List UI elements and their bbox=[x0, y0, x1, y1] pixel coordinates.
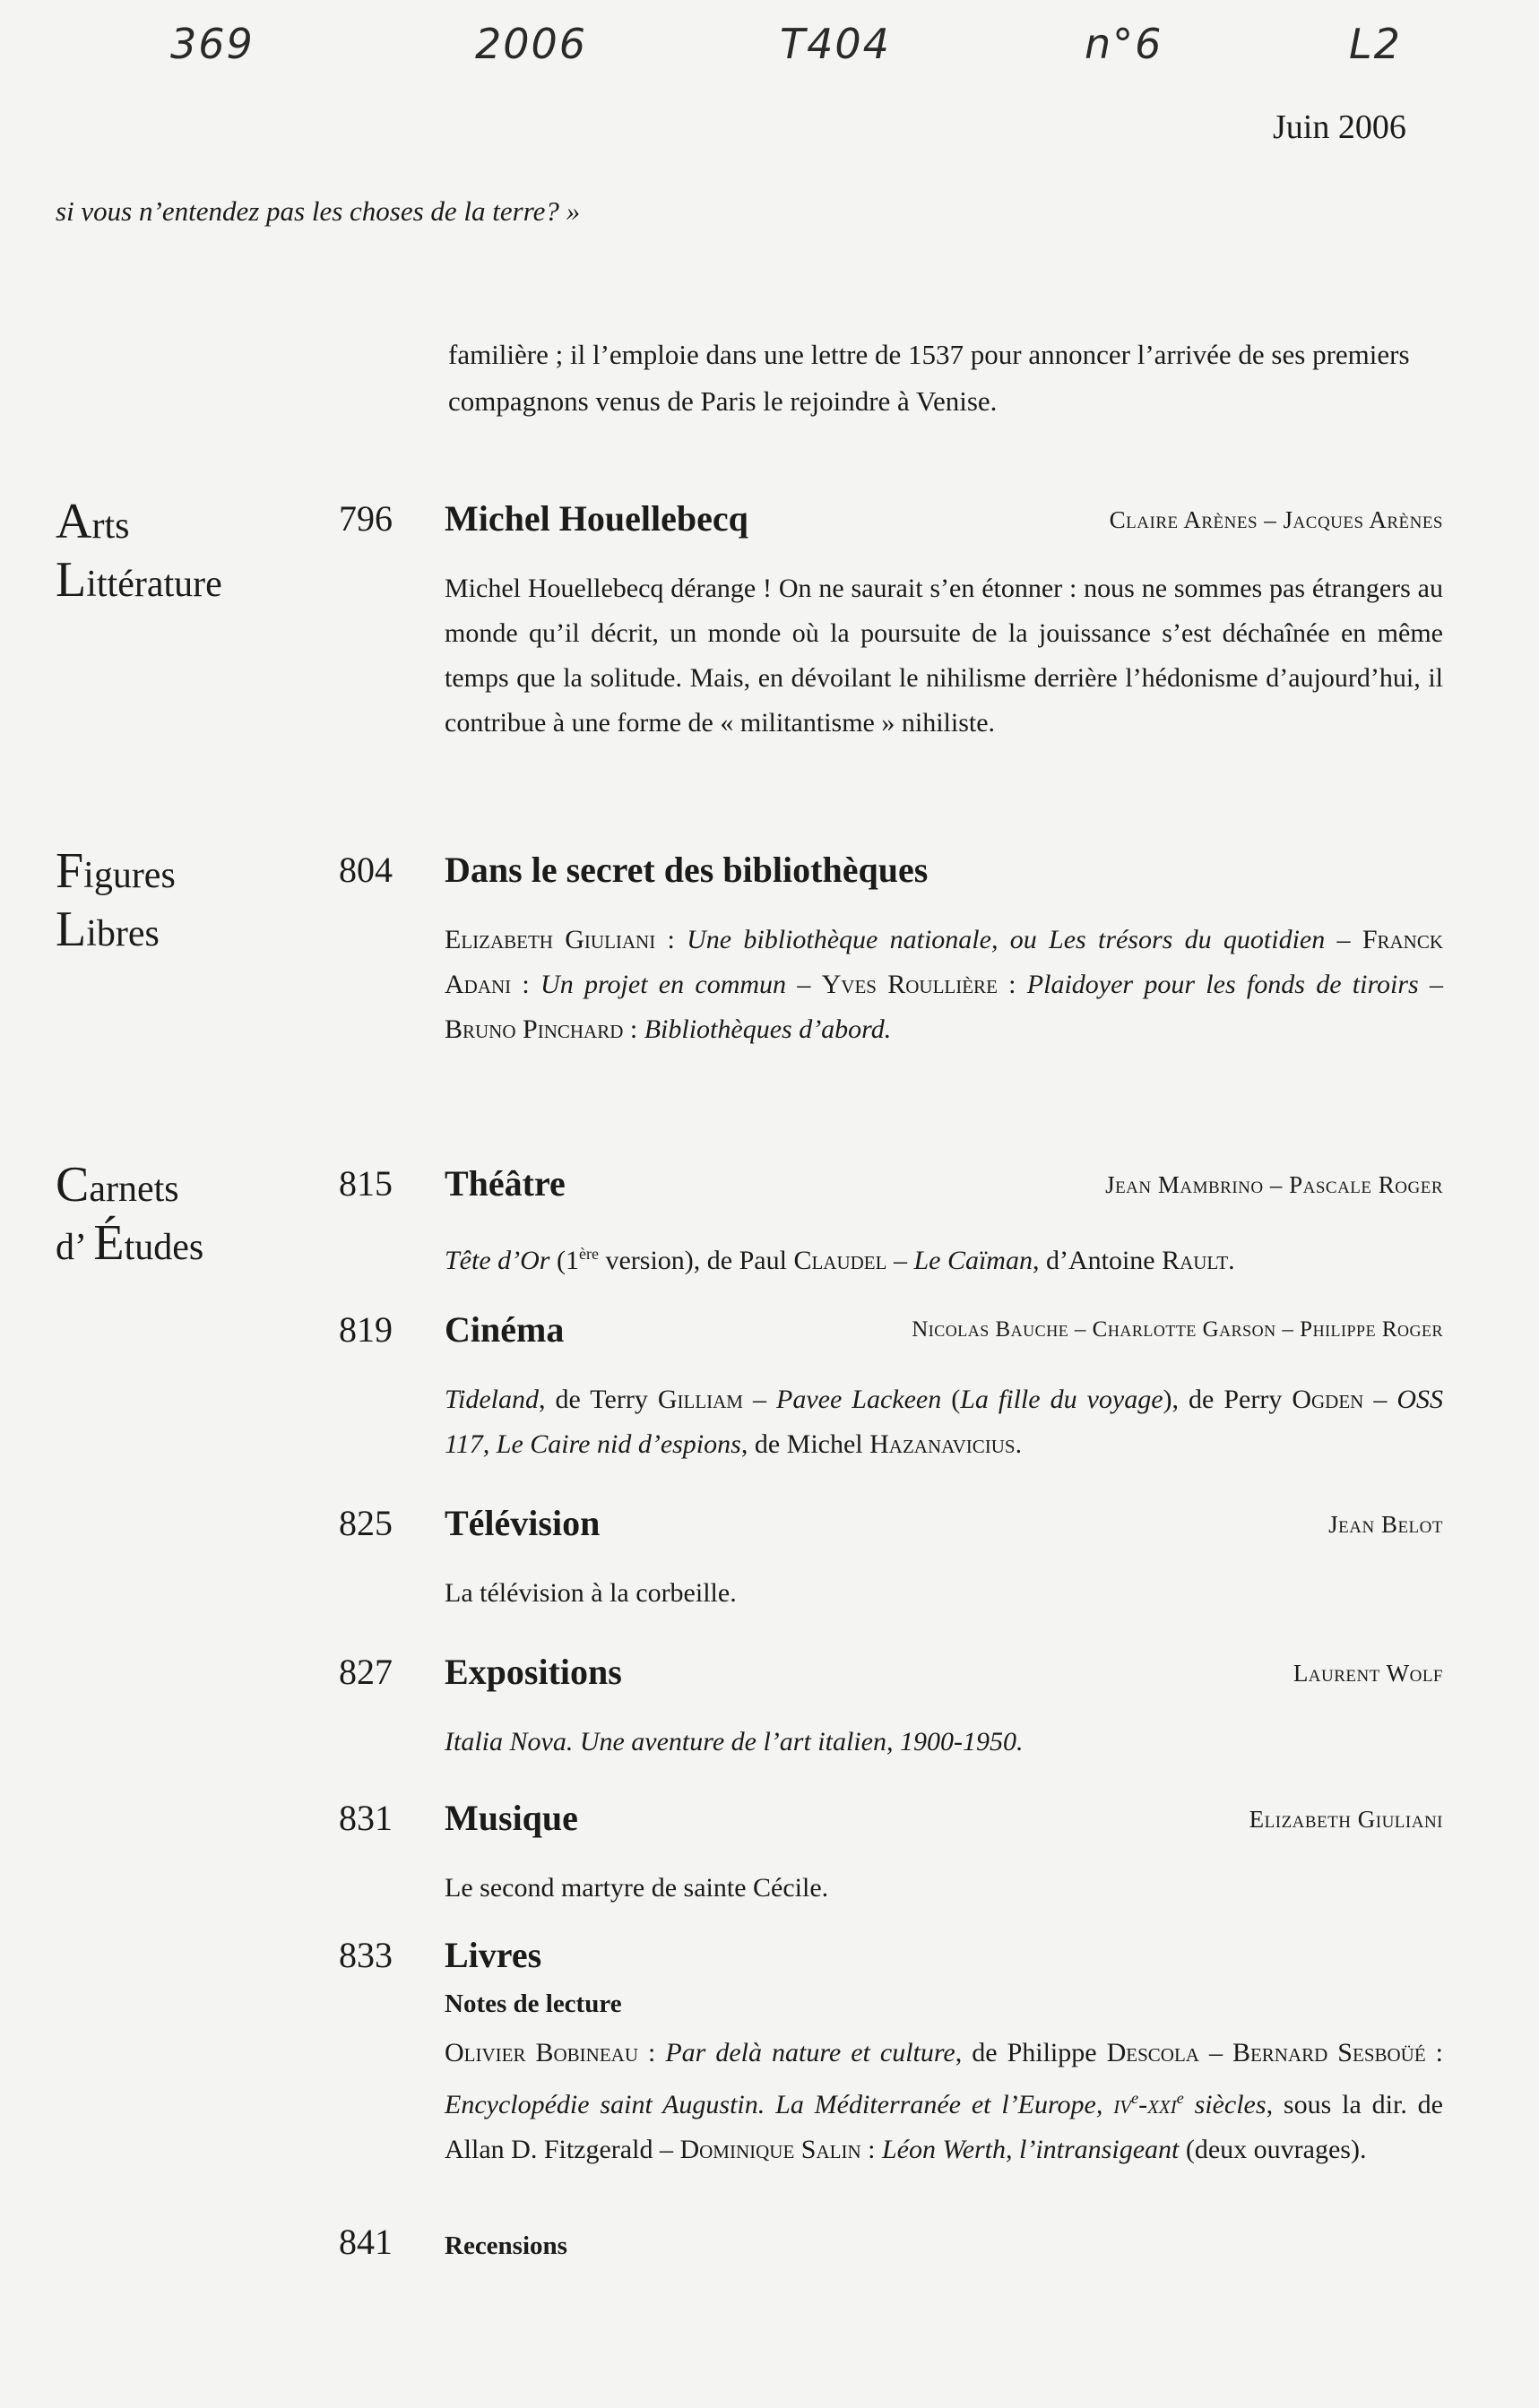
article-summary: La télévision à la corbeille. bbox=[445, 1578, 737, 1608]
contribution-title: Plaidoyer pour les fonds de tiroirs bbox=[1026, 970, 1419, 999]
work-title: Tideland bbox=[445, 1385, 540, 1414]
contribution-title: Bibliothèques d’abord. bbox=[644, 1014, 892, 1044]
contributor: Bruno Pinchard bbox=[445, 1014, 624, 1044]
text-fragment: (1 bbox=[549, 1246, 579, 1275]
article-summary: Tideland, de Terry Gilliam – Pavee Lackeen (La fille du voyage), de Perry Ogden – OSS 117, Le Caire nid d’espions, de Michel Hazanavicius. bbox=[445, 1385, 1444, 1459]
section-initial: L bbox=[56, 902, 87, 957]
contribution-title: Par delà nature et culture bbox=[665, 2038, 955, 2067]
page-number: 796 bbox=[339, 498, 393, 539]
handwritten-note: T404 bbox=[780, 20, 891, 68]
article-title: Théâtre bbox=[445, 1163, 566, 1204]
contributor: Elizabeth Giuliani bbox=[445, 925, 656, 954]
page-number: 819 bbox=[339, 1309, 393, 1350]
handwritten-note: 2006 bbox=[475, 20, 588, 68]
article-summary: Le second martyre de sainte Cécile. bbox=[445, 1873, 829, 1903]
article-title: Livres bbox=[445, 1935, 542, 1975]
section-word: arnets bbox=[89, 1169, 179, 1210]
page-number: 841 bbox=[339, 2222, 393, 2262]
section-initial: A bbox=[56, 494, 92, 549]
text-fragment: siècles bbox=[1183, 2090, 1267, 2119]
work-title: Pavee Lackeen bbox=[776, 1385, 942, 1414]
article-author: Jean Mambrino – Pascale Roger bbox=[1105, 1171, 1443, 1198]
contribution-title: Une bibliothèque nationale, ou Les trésors du quotidien bbox=[687, 925, 1326, 954]
article-summary: Olivier Bobineau : Par delà nature et culture, de Philippe Descola – Bernard Sesboüé : Encyclopédie saint Augustin. La Méditerranée et l’Europe, $iv^e-xxi^e$ siècles, sous la dir. de Allan D. Fitzgerald – Dominique Salin : Léon Werth, l’intransigeant (deux ouvrages). bbox=[445, 2038, 1444, 2164]
work-author: Ogden bbox=[1292, 1385, 1364, 1414]
section-word: d’ bbox=[56, 1227, 94, 1268]
article-author: Laurent Wolf bbox=[1293, 1660, 1443, 1687]
section-word: ittérature bbox=[86, 564, 222, 605]
century: xxi bbox=[1147, 2090, 1177, 2119]
section-word: ibres bbox=[86, 913, 160, 954]
handwritten-annotations bbox=[0, 20, 1539, 73]
article-title: Michel Houellebecq bbox=[445, 498, 748, 539]
text-fragment: - bbox=[1138, 2090, 1148, 2119]
text-fragment: version), de Paul bbox=[598, 1246, 794, 1275]
section-initial: F bbox=[56, 843, 84, 899]
article-title: Dans le secret des bibliothèques bbox=[445, 850, 929, 890]
article-summary: Italia Nova. Une aventure de l’art italien, 1900-1950. bbox=[445, 1727, 1024, 1756]
issue-date: Juin 2006 bbox=[1273, 108, 1406, 146]
section-initial: C bbox=[56, 1157, 90, 1213]
work-title: OSS 117, Le Caire nid d’espions bbox=[445, 1385, 1444, 1459]
contribution-title: Encyclopédie saint Augustin. La Méditerranée et l’Europe, bbox=[445, 2090, 1114, 2119]
section-initial: L bbox=[56, 552, 87, 608]
work-title: Le Caïman bbox=[913, 1246, 1033, 1275]
work-subtitle: La fille du voyage bbox=[960, 1385, 1163, 1414]
contributor: Olivier Bobineau bbox=[445, 2038, 638, 2067]
contribution-title: Un projet en commun bbox=[540, 970, 787, 999]
contribution-title: Léon Werth, l’intransigeant bbox=[881, 2135, 1180, 2164]
text-fragment: , de Perry bbox=[1172, 1385, 1293, 1414]
article-summary: Elizabeth Giuliani : Une bibliothèque nationale, ou Les trésors du quotidien – Franck Adani : Un projet en commun – Yves Roullière : Plaidoyer pour les fonds de tiroirs – Bruno Pinchard : Bibliothèques d’abord. bbox=[445, 925, 1444, 1044]
handwritten-note: L2 bbox=[1349, 20, 1402, 68]
contributor: Dominique Salin bbox=[679, 2135, 861, 2164]
epigraph-quote: si vous n’entendez pas les choses de la terre? » bbox=[56, 195, 581, 227]
page-number: 804 bbox=[339, 850, 393, 890]
text-fragment: , de Terry bbox=[539, 1385, 658, 1414]
page-number: 825 bbox=[339, 1503, 393, 1543]
text-fragment: , de Michel bbox=[740, 1429, 870, 1459]
work-title: Tête d’Or bbox=[445, 1246, 550, 1275]
article-author: Elizabeth Giuliani bbox=[1249, 1806, 1443, 1833]
contributor: Franck Adani bbox=[445, 925, 1444, 999]
section-word: tudes bbox=[124, 1227, 204, 1268]
article-subtitle: Notes de lecture bbox=[445, 1989, 622, 2018]
article-summary: Michel Houellebecq dérange ! On ne saurait s’en étonner : nous ne sommes pas étrangers au monde qu’il décrit, un monde où la poursuite de la jouissance s’est déchaînée en même temps que la solitude. Mais, en dévoilant le nihilisme derrière l’hédonisme d’aujourd’hui, il contribue à une forme de « militantisme » nihiliste. bbox=[445, 574, 1443, 738]
page-number: 831 bbox=[339, 1798, 393, 1838]
article-title: Recensions bbox=[445, 2231, 567, 2260]
handwritten-note: n°6 bbox=[1085, 20, 1163, 68]
intro-paragraph: familière ; il l’emploie dans une lettre de 1537 pour annoncer l’arrivée de ses premiers compagnons venus de Paris le rejoindre à Venise. bbox=[448, 339, 1410, 417]
work-author: Rault. bbox=[1162, 1246, 1235, 1275]
page-number: 827 bbox=[339, 1652, 393, 1692]
section-carnets-etudes bbox=[56, 1152, 203, 1281]
article-summary bbox=[445, 1231, 1443, 1283]
article-title: Expositions bbox=[445, 1652, 622, 1692]
handwritten-note: 369 bbox=[170, 20, 255, 68]
page-number: 833 bbox=[339, 1935, 393, 1975]
contributor: Bernard Sesboüé bbox=[1232, 2038, 1426, 2067]
work-author: Claudel bbox=[793, 1246, 887, 1275]
superscript: e bbox=[1176, 2089, 1184, 2107]
text-fragment: , d’Antoine bbox=[1032, 1246, 1163, 1275]
section-word: igures bbox=[83, 855, 176, 896]
section-figures-libres bbox=[56, 838, 176, 967]
text-fragment: – bbox=[886, 1246, 914, 1275]
contributor: Yves Roullière bbox=[821, 970, 998, 999]
superscript: ère bbox=[578, 1245, 599, 1263]
work-author: Gilliam bbox=[657, 1385, 743, 1414]
article-author: Jean Belot bbox=[1328, 1511, 1443, 1538]
section-initial: É bbox=[93, 1215, 125, 1271]
superscript: e bbox=[1131, 2089, 1139, 2107]
section-arts-litterature bbox=[56, 488, 222, 617]
page-number: 815 bbox=[339, 1163, 393, 1204]
article-title: Musique bbox=[445, 1798, 578, 1838]
work-author: Hazanavicius. bbox=[869, 1429, 1023, 1459]
article-title: Cinéma bbox=[445, 1309, 565, 1350]
article-author: Nicolas Bauche – Charlotte Garson – Philippe Roger bbox=[912, 1317, 1443, 1342]
work-author: Descola bbox=[1106, 2038, 1199, 2067]
article-title: Télévision bbox=[445, 1503, 601, 1543]
text-fragment: , de Philippe bbox=[955, 2038, 1107, 2067]
text-fragment: , sous la dir. de Allan D. Fitzgerald – bbox=[445, 2090, 1444, 2164]
century: iv bbox=[1113, 2090, 1132, 2119]
article-author: Claire Arènes – Jacques Arènes bbox=[1109, 506, 1443, 533]
text-fragment: (deux ouvrages). bbox=[1179, 2135, 1367, 2164]
section-word: rts bbox=[91, 505, 130, 547]
